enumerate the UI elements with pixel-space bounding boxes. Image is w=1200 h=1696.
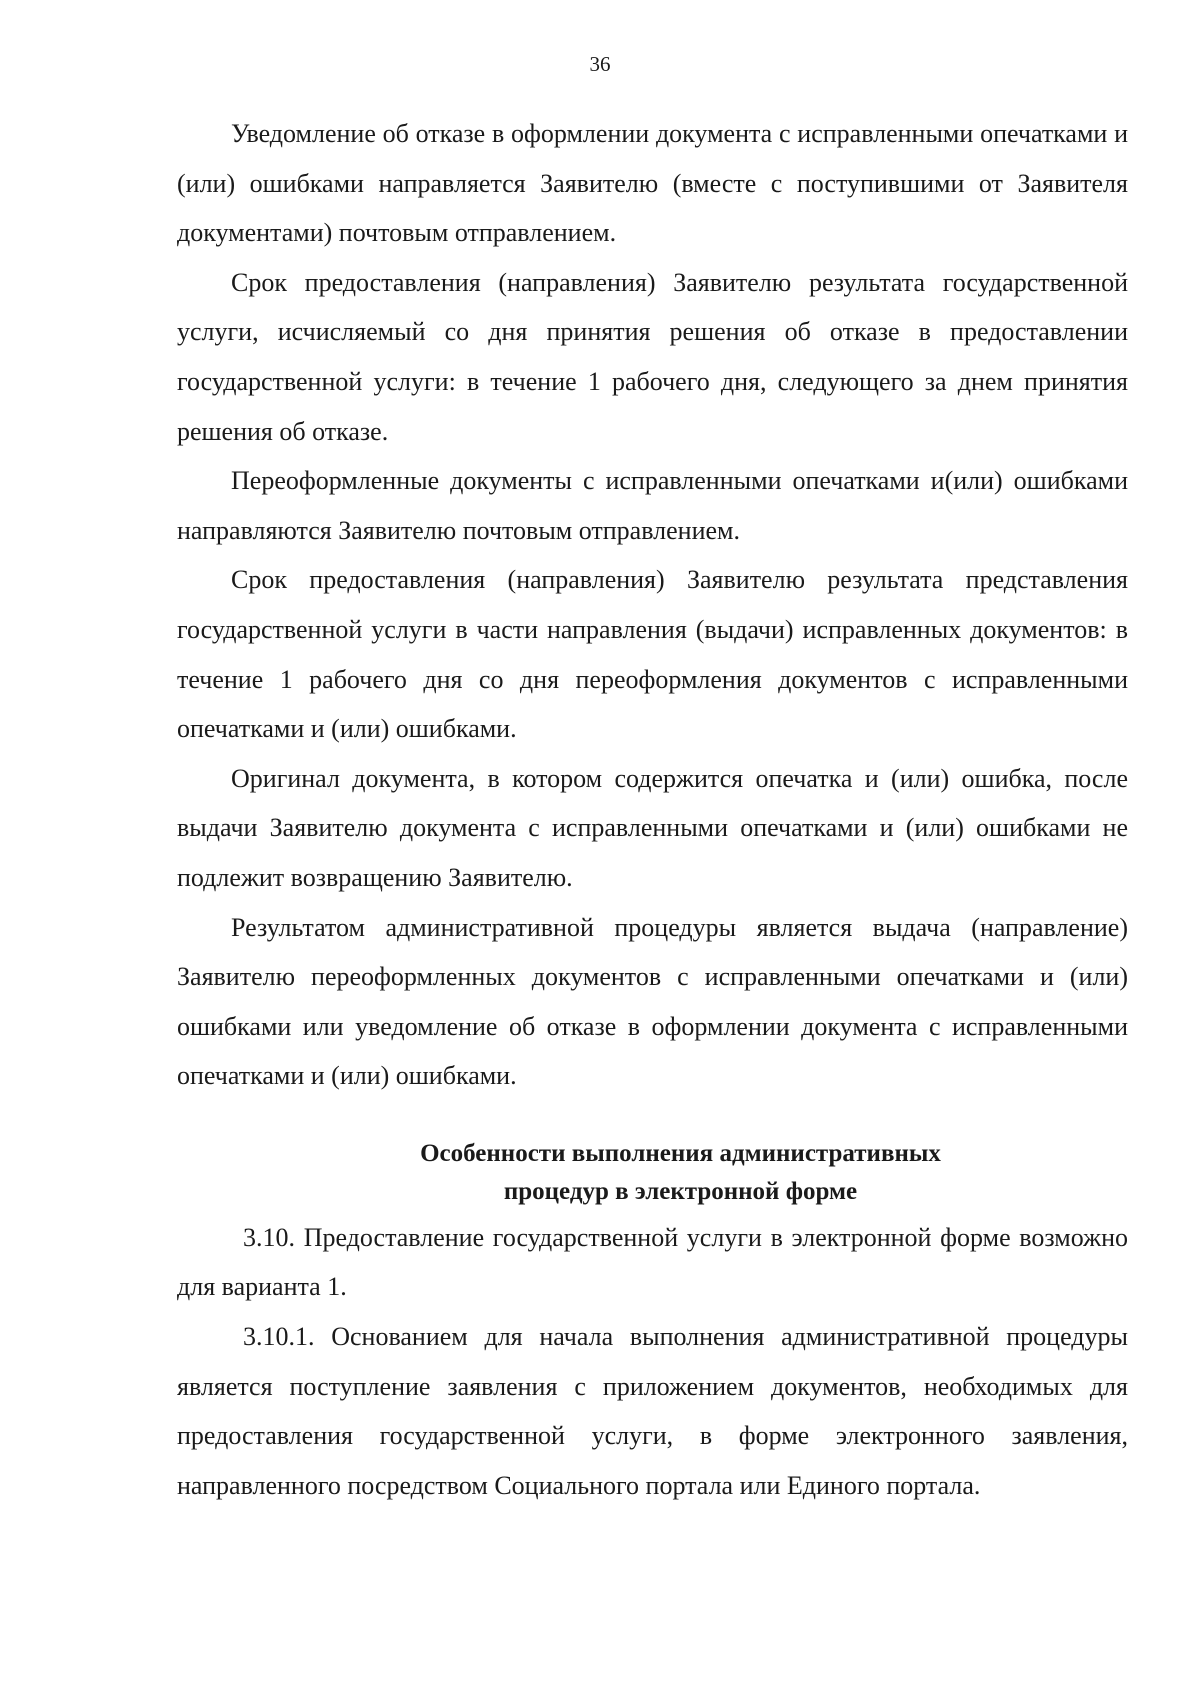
section-heading-line-2: процедур в электронной форме: [503, 1177, 858, 1205]
page-number: 36: [589, 52, 611, 76]
paragraph-original-document: Оригинал документа, в котором содержится опечатка и (или) ошибка, после выдачи Заявителю документа с исправленными опечатками и (или) ошибками не подлежит возвращению Заявителю.: [177, 763, 1128, 892]
body-text: [177, 109, 1128, 1510]
paragraph-refusal-notice: Уведомление об отказе в оформлении документа с исправленными опечатками и (или) ошибками направляется Заявителю (вместе с поступившими от Заявителя документами) почтовым отправлением.: [177, 119, 1128, 248]
paragraph-3-10-1: 3.10.1. Основанием для начала выполнения административной процедуры является поступление заявления с приложением документов, необходимых для предоставления государственной услуги, в форме электронного заявления, направленного посредством Социального портала или Единого портала.: [177, 1322, 1128, 1500]
section-heading-line-1: Особенности выполнения административных: [420, 1139, 941, 1167]
section-heading: [177, 1135, 1128, 1211]
paragraph-procedure-result: Результатом административной процедуры является выдача (направление) Заявителю переоформленных документов с исправленными опечатками и (или) ошибками или уведомление об отказе в оформлении документа с исправленными опечатками и (или) ошибками.: [177, 912, 1128, 1091]
paragraph-result-deadline: Срок предоставления (направления) Заявителю результата государственной услуги, исчисляемый со дня принятия решения об отказе в предоставлении государственной услуги: в течение 1 рабочего дня, следующего за днем принятия решения об отказе.: [177, 267, 1128, 446]
paragraph-reissued-documents: Переоформленные документы с исправленными опечатками и(или) ошибками направляются Заявителю почтовым отправлением.: [177, 466, 1128, 545]
paragraph-3-10: 3.10. Предоставление государственной услуги в электронной форме возможно для варианта 1.: [177, 1222, 1128, 1302]
paragraph-corrected-documents-deadline: Срок предоставления (направления) Заявителю результата представления государственной услуги в части направления (выдачи) исправленных документов: в течение 1 рабочего дня со дня переоформления документов с исправленными опечатками и (или) ошибками.: [177, 565, 1128, 744]
